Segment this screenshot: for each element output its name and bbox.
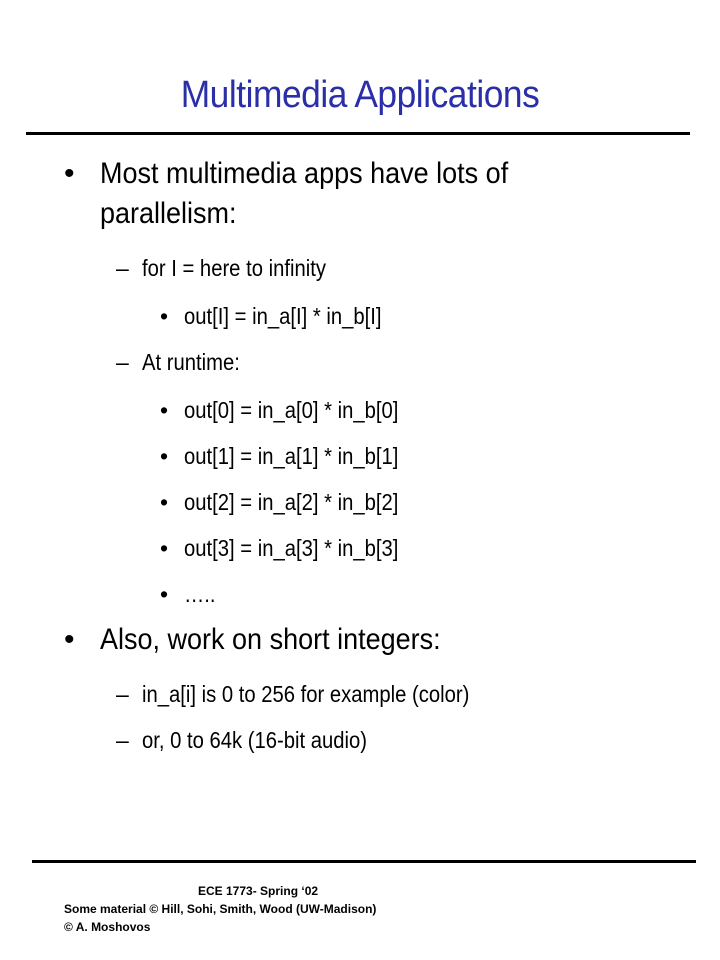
footer-course: ECE 1773- Spring ‘02 — [198, 884, 319, 898]
bullet-marker: • — [160, 443, 169, 469]
sub-item-text: for I = here to infinity — [142, 255, 326, 281]
bullet-text: Most multimedia apps have lots of — [100, 157, 509, 190]
footer-divider — [32, 860, 696, 863]
runtime-line-text: ….. — [184, 581, 216, 607]
runtime-line-text: out[1] = in_a[1] * in_b[1] — [184, 443, 399, 469]
sub-item-text: At runtime: — [142, 349, 240, 375]
bullet-marker: • — [160, 397, 169, 423]
title-divider — [26, 132, 690, 135]
footer-credit: Some material © Hill, Sohi, Smith, Wood (UW-Madison) — [64, 902, 377, 916]
bullet-marker: • — [160, 535, 169, 561]
bullet-text: Also, work on short integers: — [100, 623, 441, 656]
runtime-line-text: out[0] = in_a[0] * in_b[0] — [184, 397, 399, 423]
bullet-marker: • — [160, 581, 169, 607]
bullet-marker: • — [160, 303, 169, 329]
slide-title: Multimedia Applications — [180, 74, 540, 116]
runtime-line-text: out[2] = in_a[2] * in_b[2] — [184, 489, 399, 515]
runtime-line-text: out[3] = in_a[3] * in_b[3] — [184, 535, 399, 561]
dash-marker: – — [116, 255, 129, 281]
bullet-marker: • — [64, 157, 75, 190]
bullet-marker: • — [64, 623, 75, 656]
bullet-marker: • — [160, 489, 169, 515]
footer-author: © A. Moshovos — [64, 920, 151, 934]
sub-item-text: or, 0 to 64k (16-bit audio) — [142, 727, 368, 753]
dash-marker: – — [116, 349, 129, 375]
bullet-text: parallelism: — [100, 197, 237, 230]
dash-marker: – — [116, 727, 129, 753]
dash-marker: – — [116, 681, 129, 707]
sub-item-text: in_a[i] is 0 to 256 for example (color) — [142, 681, 470, 707]
sub-sub-item-text: out[I] = in_a[I] * in_b[I] — [184, 303, 382, 329]
